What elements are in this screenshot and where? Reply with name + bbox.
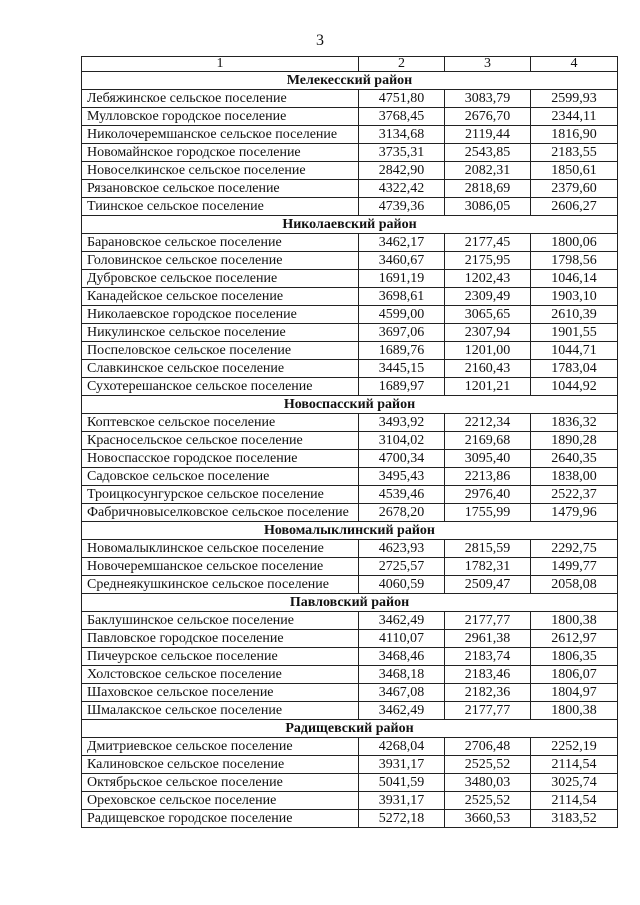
district-name: Новоспасский район (82, 396, 618, 414)
value-cell: 1816,90 (531, 126, 618, 144)
value-cell: 2543,85 (445, 144, 531, 162)
settlement-name-cell: Садовское сельское поселение (82, 468, 359, 486)
settlement-name-cell: Холстовское сельское поселение (82, 666, 359, 684)
value-cell: 2177,77 (445, 702, 531, 720)
value-cell: 2599,93 (531, 90, 618, 108)
table-row (82, 666, 618, 684)
settlement-name-cell: Канадейское сельское поселение (82, 288, 359, 306)
value-cell: 2678,20 (359, 504, 445, 522)
value-cell: 2160,43 (445, 360, 531, 378)
value-cell: 3931,17 (359, 792, 445, 810)
value-cell: 2676,70 (445, 108, 531, 126)
value-cell: 4623,93 (359, 540, 445, 558)
district-name: Радищевский район (82, 720, 618, 738)
value-cell: 2177,45 (445, 234, 531, 252)
table-row (82, 774, 618, 792)
value-cell: 1044,71 (531, 342, 618, 360)
value-cell: 3462,17 (359, 234, 445, 252)
settlement-name-cell: Шмалакское сельское поселение (82, 702, 359, 720)
value-cell: 4110,07 (359, 630, 445, 648)
value-cell: 2509,47 (445, 576, 531, 594)
value-cell: 3495,43 (359, 468, 445, 486)
value-cell: 3467,08 (359, 684, 445, 702)
value-cell: 1800,38 (531, 702, 618, 720)
table-row (82, 576, 618, 594)
table-row (82, 432, 618, 450)
table-row (82, 738, 618, 756)
settlement-name-cell: Головинское сельское поселение (82, 252, 359, 270)
table-row (82, 306, 618, 324)
value-cell: 4751,80 (359, 90, 445, 108)
value-cell: 1850,61 (531, 162, 618, 180)
settlement-name-cell: Троицкосунгурское сельское поселение (82, 486, 359, 504)
value-cell: 3660,53 (445, 810, 531, 828)
value-cell: 3460,67 (359, 252, 445, 270)
value-cell: 1044,92 (531, 378, 618, 396)
table-row (82, 90, 618, 108)
district-header-row (82, 396, 618, 414)
value-cell: 2212,34 (445, 414, 531, 432)
value-cell: 2114,54 (531, 756, 618, 774)
value-cell: 2706,48 (445, 738, 531, 756)
table-row (82, 810, 618, 828)
table-row (82, 342, 618, 360)
table-row (82, 756, 618, 774)
value-cell: 1201,00 (445, 342, 531, 360)
table-row (82, 162, 618, 180)
value-cell: 2082,31 (445, 162, 531, 180)
value-cell: 1782,31 (445, 558, 531, 576)
settlement-name-cell: Рязановское сельское поселение (82, 180, 359, 198)
value-cell: 4739,36 (359, 198, 445, 216)
settlement-name-cell: Поспеловское сельское поселение (82, 342, 359, 360)
district-header-row (82, 216, 618, 234)
settlement-name-cell: Николаевское городское поселение (82, 306, 359, 324)
table-row (82, 486, 618, 504)
value-cell: 2177,77 (445, 612, 531, 630)
value-cell: 3445,15 (359, 360, 445, 378)
value-cell: 2640,35 (531, 450, 618, 468)
value-cell: 3083,79 (445, 90, 531, 108)
value-cell: 1201,21 (445, 378, 531, 396)
settlement-name-cell: Славкинское сельское поселение (82, 360, 359, 378)
value-cell: 2183,74 (445, 648, 531, 666)
value-cell: 1806,07 (531, 666, 618, 684)
district-header-row (82, 72, 618, 90)
value-cell: 3468,46 (359, 648, 445, 666)
value-cell: 1046,14 (531, 270, 618, 288)
table-row (82, 468, 618, 486)
value-cell: 1901,55 (531, 324, 618, 342)
value-cell: 3104,02 (359, 432, 445, 450)
value-cell: 2119,44 (445, 126, 531, 144)
district-header-row (82, 522, 618, 540)
value-cell: 2379,60 (531, 180, 618, 198)
value-cell: 2525,52 (445, 792, 531, 810)
settlement-name-cell: Николочеремшанское сельское поселение (82, 126, 359, 144)
settlement-name-cell: Шаховское сельское поселение (82, 684, 359, 702)
value-cell: 2842,90 (359, 162, 445, 180)
value-cell: 1836,32 (531, 414, 618, 432)
value-cell: 2183,46 (445, 666, 531, 684)
district-name: Павловский район (82, 594, 618, 612)
settlement-name-cell: Красносельское сельское поселение (82, 432, 359, 450)
value-cell: 3134,68 (359, 126, 445, 144)
value-cell: 5041,59 (359, 774, 445, 792)
table-row (82, 144, 618, 162)
value-cell: 1479,96 (531, 504, 618, 522)
value-cell: 2815,59 (445, 540, 531, 558)
table-row (82, 702, 618, 720)
value-cell: 2213,86 (445, 468, 531, 486)
settlement-name-cell: Тиинское сельское поселение (82, 198, 359, 216)
settlement-name-cell: Новочеремшанское сельское поселение (82, 558, 359, 576)
table-row (82, 324, 618, 342)
table-row (82, 180, 618, 198)
value-cell: 1689,76 (359, 342, 445, 360)
table-body (82, 57, 618, 828)
district-name: Мелекесский район (82, 72, 618, 90)
settlement-name-cell: Дмитриевское сельское поселение (82, 738, 359, 756)
column-header: 3 (445, 57, 531, 72)
settlement-name-cell: Мулловское городское поселение (82, 108, 359, 126)
table-row (82, 504, 618, 522)
value-cell: 2058,08 (531, 576, 618, 594)
value-cell: 2976,40 (445, 486, 531, 504)
table-row (82, 684, 618, 702)
value-cell: 2252,19 (531, 738, 618, 756)
value-cell: 2344,11 (531, 108, 618, 126)
value-cell: 1890,28 (531, 432, 618, 450)
value-cell: 1783,04 (531, 360, 618, 378)
value-cell: 4700,34 (359, 450, 445, 468)
value-cell: 5272,18 (359, 810, 445, 828)
table-row (82, 540, 618, 558)
settlement-name-cell: Калиновское сельское поселение (82, 756, 359, 774)
settlement-name-cell: Павловское городское поселение (82, 630, 359, 648)
table-row (82, 234, 618, 252)
value-cell: 2522,37 (531, 486, 618, 504)
value-cell: 2610,39 (531, 306, 618, 324)
settlement-name-cell: Новомайнское городское поселение (82, 144, 359, 162)
value-cell: 2292,75 (531, 540, 618, 558)
value-cell: 3025,74 (531, 774, 618, 792)
value-cell: 4539,46 (359, 486, 445, 504)
district-header-row (82, 720, 618, 738)
value-cell: 3493,92 (359, 414, 445, 432)
value-cell: 3480,03 (445, 774, 531, 792)
settlement-name-cell: Пичеурское сельское поселение (82, 648, 359, 666)
table-row (82, 198, 618, 216)
value-cell: 2175,95 (445, 252, 531, 270)
value-cell: 1800,38 (531, 612, 618, 630)
value-cell: 3095,40 (445, 450, 531, 468)
value-cell: 1499,77 (531, 558, 618, 576)
value-cell: 2725,57 (359, 558, 445, 576)
district-name: Николаевский район (82, 216, 618, 234)
settlement-name-cell: Новоселкинское сельское поселение (82, 162, 359, 180)
value-cell: 3086,05 (445, 198, 531, 216)
value-cell: 2612,97 (531, 630, 618, 648)
value-cell: 2309,49 (445, 288, 531, 306)
settlement-name-cell: Сухотерешанское сельское поселение (82, 378, 359, 396)
value-cell: 2182,36 (445, 684, 531, 702)
district-name: Новомалыклинский район (82, 522, 618, 540)
value-cell: 1800,06 (531, 234, 618, 252)
settlement-name-cell: Фабричновыселковское сельское поселение (82, 504, 359, 522)
column-header: 2 (359, 57, 445, 72)
settlement-name-cell: Баклушинское сельское поселение (82, 612, 359, 630)
value-cell: 4060,59 (359, 576, 445, 594)
value-cell: 2818,69 (445, 180, 531, 198)
value-cell: 1202,43 (445, 270, 531, 288)
value-cell: 3065,65 (445, 306, 531, 324)
settlement-name-cell: Новомалыклинское сельское поселение (82, 540, 359, 558)
settlements-table (81, 56, 618, 828)
district-header-row (82, 594, 618, 612)
settlement-name-cell: Лебяжинское сельское поселение (82, 90, 359, 108)
value-cell: 1806,35 (531, 648, 618, 666)
table-row (82, 108, 618, 126)
value-cell: 2606,27 (531, 198, 618, 216)
table-row (82, 288, 618, 306)
value-cell: 1804,97 (531, 684, 618, 702)
value-cell: 4268,04 (359, 738, 445, 756)
value-cell: 3768,45 (359, 108, 445, 126)
value-cell: 3468,18 (359, 666, 445, 684)
value-cell: 1903,10 (531, 288, 618, 306)
settlement-name-cell: Барановское сельское поселение (82, 234, 359, 252)
value-cell: 4599,00 (359, 306, 445, 324)
value-cell: 1755,99 (445, 504, 531, 522)
value-cell: 1689,97 (359, 378, 445, 396)
settlement-name-cell: Дубровское сельское поселение (82, 270, 359, 288)
value-cell: 1691,19 (359, 270, 445, 288)
value-cell: 3931,17 (359, 756, 445, 774)
settlement-name-cell: Коптевское сельское поселение (82, 414, 359, 432)
settlement-name-cell: Октябрьское сельское поселение (82, 774, 359, 792)
table-row (82, 558, 618, 576)
table-row (82, 792, 618, 810)
value-cell: 2307,94 (445, 324, 531, 342)
table-row (82, 414, 618, 432)
table-row (82, 450, 618, 468)
value-cell: 2525,52 (445, 756, 531, 774)
table-row (82, 252, 618, 270)
value-cell: 4322,42 (359, 180, 445, 198)
value-cell: 3735,31 (359, 144, 445, 162)
column-header: 1 (82, 57, 359, 72)
settlement-name-cell: Среднеякушкинское сельское поселение (82, 576, 359, 594)
column-header: 4 (531, 57, 618, 72)
table-row (82, 270, 618, 288)
value-cell: 3462,49 (359, 612, 445, 630)
value-cell: 3697,06 (359, 324, 445, 342)
settlement-name-cell: Новоспасское городское поселение (82, 450, 359, 468)
table-row (82, 126, 618, 144)
table-row (82, 648, 618, 666)
value-cell: 3698,61 (359, 288, 445, 306)
value-cell: 2961,38 (445, 630, 531, 648)
table-row (82, 612, 618, 630)
page-number: 3 (316, 32, 324, 49)
value-cell: 3183,52 (531, 810, 618, 828)
value-cell: 1838,00 (531, 468, 618, 486)
table-row (82, 630, 618, 648)
settlement-name-cell: Никулинское сельское поселение (82, 324, 359, 342)
table-row (82, 360, 618, 378)
value-cell: 2169,68 (445, 432, 531, 450)
value-cell: 2114,54 (531, 792, 618, 810)
value-cell: 3462,49 (359, 702, 445, 720)
value-cell: 2183,55 (531, 144, 618, 162)
settlement-name-cell: Радищевское городское поселение (82, 810, 359, 828)
table-row (82, 378, 618, 396)
settlement-name-cell: Ореховское сельское поселение (82, 792, 359, 810)
value-cell: 1798,56 (531, 252, 618, 270)
column-header-row (82, 57, 618, 72)
